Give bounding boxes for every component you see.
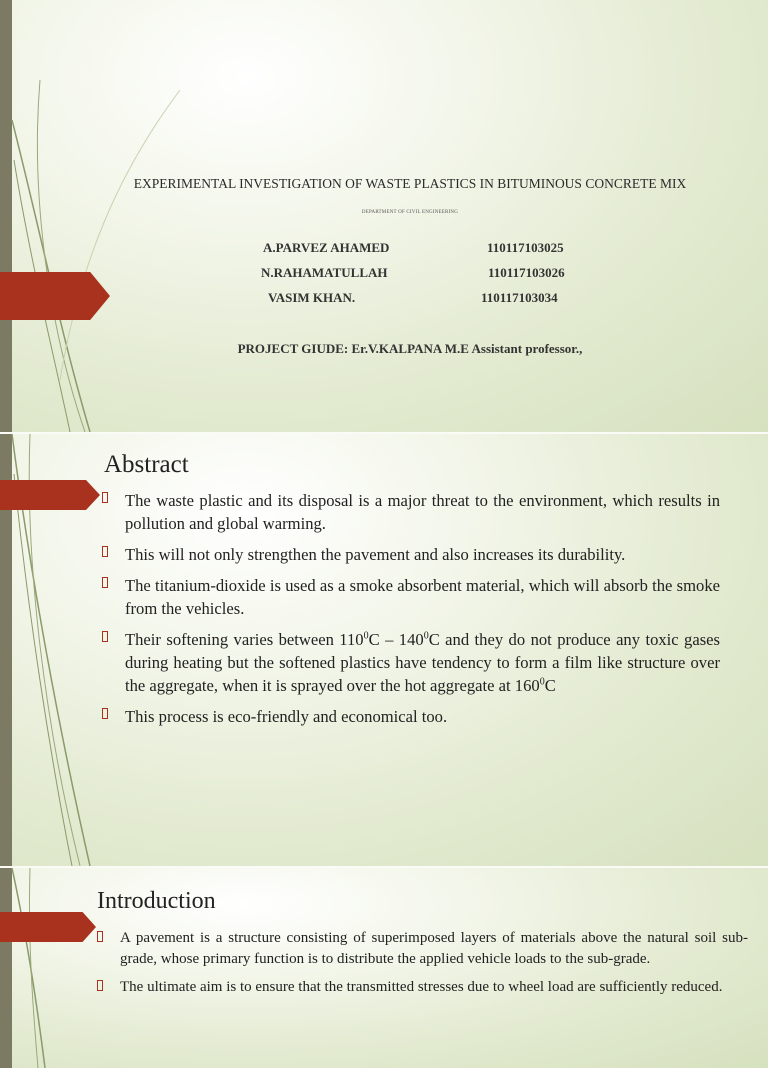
abstract-slide	[0, 434, 768, 866]
abstract-bullet-list	[102, 489, 720, 736]
member-id: 110117103034	[481, 290, 558, 305]
bullet-square-icon	[102, 492, 108, 503]
bullet-square-icon	[102, 546, 108, 557]
bullet-text: This will not only strengthen the pavement and also increases its durability.	[125, 545, 626, 564]
bullet-square-icon	[102, 631, 108, 642]
bullet-text: The titanium-dioxide is used as a smoke absorbent material, which will absorb the smoke from the vehicles.	[125, 576, 720, 618]
introduction-slide	[0, 868, 768, 1068]
list-item	[102, 574, 720, 620]
decorative-swoosh	[0, 0, 200, 432]
presentation-title: EXPERIMENTAL INVESTIGATION OF WASTE PLASTICS IN BITUMINOUS CONCRETE MIX	[133, 176, 687, 191]
title-slide	[0, 0, 768, 432]
project-guide: PROJECT GIUDE: Er.V.KALPANA M.E Assistant professor.,	[237, 341, 583, 356]
red-arrow-icon	[0, 272, 110, 320]
bullet-square-icon	[102, 577, 108, 588]
bullet-square-icon	[102, 708, 108, 719]
list-item	[97, 977, 748, 998]
list-item	[102, 628, 720, 697]
red-arrow-icon	[0, 912, 96, 942]
member-name: A.PARVEZ AHAMED	[263, 240, 390, 255]
bullet-text: Their softening varies between $110^0C - 140^0C$ and they do not produce any toxic gases during heating but the softened plastics have tendency to form a film like structure over the aggregate, when it is sprayed over the hot aggregate at $160^0C$	[125, 630, 720, 695]
member-name: VASIM KHAN.	[268, 290, 356, 305]
list-item	[102, 489, 720, 535]
list-item	[102, 543, 720, 566]
member-id: 110117103026	[488, 265, 565, 280]
introduction-heading: Introduction	[97, 888, 216, 914]
introduction-bullet-list	[97, 928, 748, 1005]
bullet-text: A pavement is a structure consisting of superimposed layers of materials above the natural soil sub-grade, whose primary function is to distribute the applied vehicle loads to the sub-grade.	[120, 930, 748, 967]
abstract-heading: Abstract	[104, 451, 189, 478]
department-label: DEPARTMENT OF CIVIL ENGINEERING	[361, 210, 459, 215]
bullet-square-icon	[97, 931, 103, 942]
list-item	[97, 928, 748, 970]
member-id: 110117103025	[487, 240, 564, 255]
list-item	[102, 705, 720, 728]
bullet-square-icon	[97, 980, 103, 991]
member-name: N.RAHAMATULLAH	[261, 265, 388, 280]
bullet-text: The waste plastic and its disposal is a major threat to the environment, which results in pollution and global warming.	[125, 491, 720, 533]
red-arrow-icon	[0, 480, 100, 510]
bullet-text: The ultimate aim is to ensure that the transmitted stresses due to wheel load are sufficiently reduced.	[120, 979, 723, 995]
bullet-text: This process is eco-friendly and economical too.	[125, 707, 448, 726]
